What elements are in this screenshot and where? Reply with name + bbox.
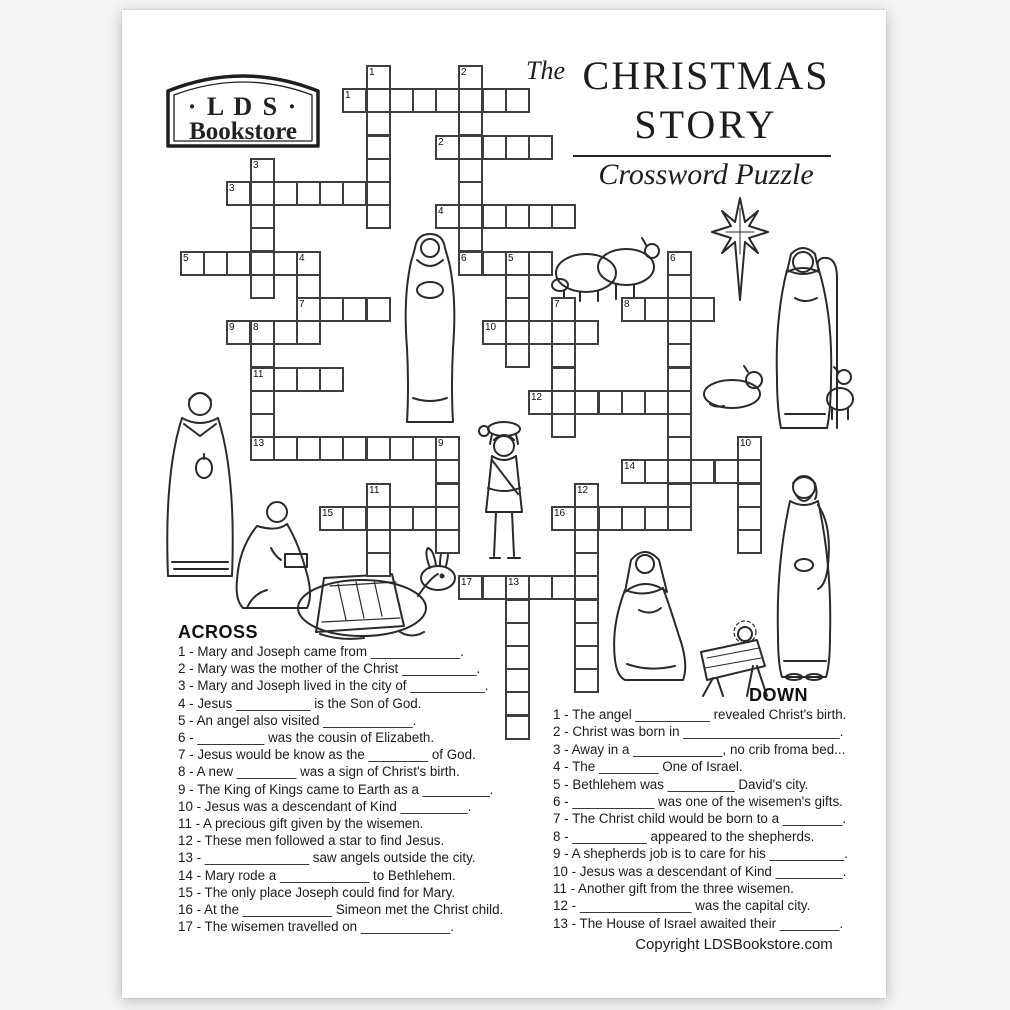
- grid-cell: [551, 343, 576, 368]
- grid-cell: [366, 135, 391, 160]
- grid-cell: [250, 227, 275, 252]
- grid-cell: [528, 575, 553, 600]
- grid-cell: [226, 251, 251, 276]
- grid-cell: [667, 506, 692, 531]
- across-clue-17: 17 - The wisemen travelled on ____________.: [178, 919, 454, 935]
- grid-cell: [458, 88, 483, 113]
- grid-cell: [551, 204, 576, 229]
- grid-cell: [273, 320, 298, 345]
- across-10-number: 10: [485, 322, 497, 333]
- down-clue-1: 1 - The angel __________ revealed Christ's birth.: [553, 707, 847, 722]
- down-9-number: 9: [438, 438, 444, 449]
- down-13-number: 13: [508, 577, 520, 588]
- across-clue-6: 6 - _________ was the cousin of Elizabeth.: [178, 730, 435, 746]
- grid-cell: [644, 297, 669, 322]
- across-clue-11: 11 - A precious gift given by the wisemen.: [178, 816, 424, 832]
- grid-cell: [435, 459, 460, 484]
- across-15-number: 15: [322, 508, 334, 519]
- grid-cell: [551, 320, 576, 345]
- grid-cell: [342, 436, 367, 461]
- grid-cell: [366, 158, 391, 183]
- grid-cell: [273, 181, 298, 206]
- grid-cell: [551, 367, 576, 392]
- grid-cell: [574, 552, 599, 577]
- grid-cell: [342, 506, 367, 531]
- grid-cell: [598, 390, 623, 415]
- down-clue-10: 10 - Jesus was a descendant of Kind _________.: [553, 863, 847, 879]
- across-13-number: 13: [253, 438, 265, 449]
- grid-cell: [667, 367, 692, 392]
- down-clue-11: 11 - Another gift from the three wisemen.: [553, 881, 794, 897]
- down-heading: DOWN: [749, 685, 808, 705]
- across-clue-15: 15 - The only place Joseph could find for Mary.: [178, 884, 456, 900]
- down-clues-section: [553, 685, 848, 932]
- down-11-number: 11: [369, 485, 380, 496]
- grid-cell: [574, 320, 599, 345]
- grid-cell: [737, 529, 762, 554]
- title-story: STORY: [634, 102, 778, 147]
- across-clue-12: 12 - These men followed a star to find Jesus.: [178, 833, 445, 849]
- grid-cell: [574, 506, 599, 531]
- grid-cell: [366, 529, 391, 554]
- across-11-number: 11: [253, 369, 264, 380]
- down-clue-7: 7 - The Christ child would be born to a ________.: [553, 811, 847, 827]
- across-clue-16: 16 - At the ____________ Simeon met the Christ child.: [178, 902, 504, 918]
- grid-cell: [250, 181, 275, 206]
- across-clue-9: 9 - The King of Kings came to Earth as a _________.: [178, 781, 494, 797]
- grid-cell: [505, 297, 530, 322]
- down-clue-5: 5 - Bethlehem was _________ David's city.: [553, 776, 809, 792]
- grid-cell: [551, 575, 576, 600]
- across-clue-2: 2 - Mary was the mother of the Christ __________.: [178, 661, 481, 677]
- grid-cell: [250, 204, 275, 229]
- grid-cell: [412, 436, 437, 461]
- grid-cell: [412, 506, 437, 531]
- grid-cell: [505, 599, 530, 624]
- grid-cell: [366, 297, 391, 322]
- down-clue-13: 13 - The House of Israel awaited their ________.: [553, 915, 844, 931]
- grid-cell: [389, 436, 414, 461]
- down-clue-2: 2 - Christ was born in _____________________.: [553, 724, 844, 740]
- down-1-number: 1: [369, 67, 375, 78]
- grid-cell: [250, 274, 275, 299]
- down-10-number: 10: [740, 438, 752, 449]
- across-clue-4: 4 - Jesus __________ is the Son of God.: [178, 695, 422, 711]
- grid-cell: [273, 251, 298, 276]
- down-4-number: 4: [299, 253, 305, 264]
- across-1-number: 1: [345, 90, 351, 101]
- grid-cell: [644, 390, 669, 415]
- across-16-number: 16: [554, 508, 566, 519]
- grid-cell: [458, 158, 483, 183]
- across-4-number: 4: [438, 206, 444, 217]
- grid-cell: [667, 343, 692, 368]
- grid-cell: [528, 135, 553, 160]
- across-clue-list: [178, 643, 503, 935]
- down-12-number: 12: [577, 485, 589, 496]
- grid-cell: [273, 436, 298, 461]
- logo-text-lds: · L D S ·: [187, 92, 299, 121]
- grid-cell: [435, 483, 460, 508]
- grid-cell: [296, 181, 321, 206]
- grid-cell: [435, 88, 460, 113]
- across-14-number: 14: [624, 461, 636, 472]
- grid-cell: [528, 251, 553, 276]
- down-clue-6: 6 - ___________ was one of the wisemen's gifts.: [553, 794, 843, 810]
- grid-cell: [342, 181, 367, 206]
- grid-cell: [319, 367, 344, 392]
- grid-cell: [366, 111, 391, 136]
- down-clue-8: 8 - __________ appeared to the shepherds.: [553, 828, 815, 844]
- grid-cell: [319, 436, 344, 461]
- grid-cell: [319, 297, 344, 322]
- grid-cell: [435, 506, 460, 531]
- down-8-number: 8: [253, 322, 259, 333]
- printable-page: [122, 10, 886, 998]
- down-6-number: 6: [670, 253, 676, 264]
- grid-cell: [737, 483, 762, 508]
- down-clue-4: 4 - The ________ One of Israel.: [553, 759, 743, 775]
- across-clue-7: 7 - Jesus would be know as the ________ of God.: [178, 747, 476, 763]
- grid-cell: [435, 529, 460, 554]
- across-6-number: 6: [461, 253, 467, 264]
- grid-cell: [366, 506, 391, 531]
- grid-cell: [574, 529, 599, 554]
- across-heading: ACROSS: [178, 622, 259, 642]
- grid-cell: [621, 390, 646, 415]
- grid-cell: [667, 413, 692, 438]
- down-3-number: 3: [253, 160, 259, 171]
- grid-cell: [389, 88, 414, 113]
- grid-cell: [667, 390, 692, 415]
- grid-cell: [296, 367, 321, 392]
- grid-cell: [621, 506, 646, 531]
- grid-cell: [482, 251, 507, 276]
- across-clue-5: 5 - An angel also visited ____________.: [178, 712, 417, 728]
- grid-cell: [574, 575, 599, 600]
- title-the: The: [526, 56, 565, 85]
- grid-cell: [505, 645, 530, 670]
- down-7-number: 7: [554, 299, 560, 310]
- grid-cell: [574, 599, 599, 624]
- grid-cell: [505, 622, 530, 647]
- grid-cell: [296, 436, 321, 461]
- grid-cell: [203, 251, 228, 276]
- grid-cell: [505, 320, 530, 345]
- grid-cell: [505, 668, 530, 693]
- grid-cell: [644, 459, 669, 484]
- down-clue-list: [553, 706, 848, 932]
- grid-cell: [574, 645, 599, 670]
- grid-cell: [342, 297, 367, 322]
- grid-cell: [505, 204, 530, 229]
- across-clue-13: 13 - ______________ saw angels outside the city.: [178, 850, 476, 866]
- grid-cell: [737, 459, 762, 484]
- grid-cell: [644, 506, 669, 531]
- grid-cell: [273, 367, 298, 392]
- grid-cell: [505, 691, 530, 716]
- down-5-number: 5: [508, 253, 514, 264]
- across-clue-1: 1 - Mary and Joseph came from ____________.: [178, 644, 464, 659]
- grid-cell: [482, 88, 507, 113]
- across-clue-3: 3 - Mary and Joseph lived in the city of __________.: [178, 678, 489, 694]
- grid-cell: [574, 390, 599, 415]
- grid-cell: [458, 181, 483, 206]
- grid-cell: [250, 343, 275, 368]
- grid-cell: [389, 506, 414, 531]
- grid-cell: [574, 622, 599, 647]
- grid-cell: [667, 459, 692, 484]
- grid-cell: [505, 715, 530, 740]
- grid-cell: [505, 135, 530, 160]
- grid-cell: [714, 459, 739, 484]
- grid-cell: [667, 483, 692, 508]
- copyright-text: Copyright LDSBookstore.com: [635, 936, 833, 953]
- grid-cell: [667, 274, 692, 299]
- grid-cell: [458, 227, 483, 252]
- grid-cell: [250, 413, 275, 438]
- grid-cell: [296, 320, 321, 345]
- grid-cell: [319, 181, 344, 206]
- grid-cell: [458, 135, 483, 160]
- across-9-number: 9: [229, 322, 235, 333]
- grid-cell: [505, 274, 530, 299]
- grid-cell: [458, 111, 483, 136]
- grid-cell: [528, 204, 553, 229]
- grid-cell: [505, 88, 530, 113]
- across-3-number: 3: [229, 183, 235, 194]
- across-7-number: 7: [299, 299, 305, 310]
- grid-cell: [528, 320, 553, 345]
- grid-cell: [667, 436, 692, 461]
- grid-cell: [366, 181, 391, 206]
- grid-cell: [667, 297, 692, 322]
- grid-cell: [482, 575, 507, 600]
- grid-cell: [482, 135, 507, 160]
- across-5-number: 5: [183, 253, 189, 264]
- title-christmas: CHRISTMAS: [582, 53, 830, 98]
- grid-cell: [598, 506, 623, 531]
- grid-cell: [458, 204, 483, 229]
- grid-cell: [482, 204, 507, 229]
- across-clues-section: [178, 622, 503, 935]
- grid-cell: [667, 320, 692, 345]
- grid-cell: [366, 436, 391, 461]
- across-8-number: 8: [624, 299, 630, 310]
- across-2-number: 2: [438, 137, 444, 148]
- across-clue-10: 10 - Jesus was a descendant of Kind _________.: [178, 798, 472, 814]
- down-clue-3: 3 - Away in a ____________, no crib froma bed...: [553, 741, 846, 757]
- grid-cell: [551, 413, 576, 438]
- grid-cell: [412, 88, 437, 113]
- title-subtitle: Crossword Puzzle: [598, 158, 814, 191]
- across-clue-8: 8 - A new ________ was a sign of Christ's birth.: [178, 764, 460, 780]
- grid-cell: [366, 88, 391, 113]
- grid-cell: [690, 459, 715, 484]
- down-clue-9: 9 - A shepherds job is to care for his __________.: [553, 846, 848, 862]
- across-clue-14: 14 - Mary rode a ____________ to Bethlehem.: [178, 867, 456, 883]
- grid-cell: [505, 343, 530, 368]
- grid-cell: [296, 274, 321, 299]
- grid-cell: [250, 251, 275, 276]
- grid-cell: [366, 204, 391, 229]
- down-2-number: 2: [461, 67, 467, 78]
- grid-cell: [551, 390, 576, 415]
- across-17-number: 17: [461, 577, 473, 588]
- across-12-number: 12: [531, 392, 543, 403]
- down-clue-12: 12 - _______________ was the capital city.: [553, 898, 811, 914]
- grid-cell: [250, 390, 275, 415]
- logo-text-bookstore: Bookstore: [189, 118, 297, 145]
- grid-cell: [690, 297, 715, 322]
- grid-cell: [366, 552, 391, 577]
- grid-cell: [737, 506, 762, 531]
